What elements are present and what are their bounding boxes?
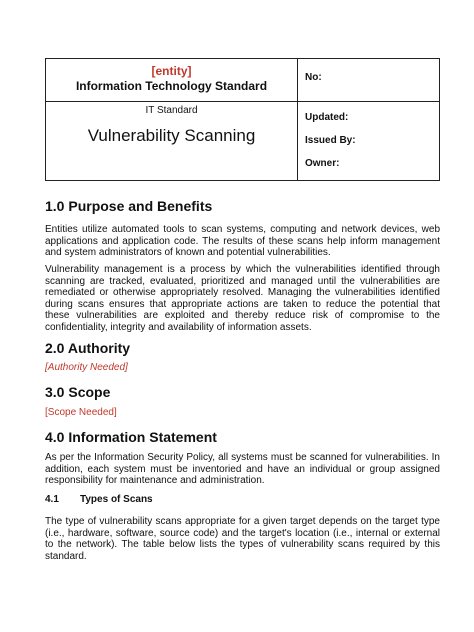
- document-title: Vulnerability Scanning: [87, 126, 256, 145]
- section-2-heading: 2.0 Authority: [45, 340, 131, 356]
- owner-label: Owner:: [305, 158, 340, 169]
- document-header-table: [45, 58, 440, 181]
- org-title: Information Technology Standard: [75, 79, 268, 93]
- subsection-title: Types of Scans: [80, 494, 153, 505]
- subsection-4-1-heading: [45, 494, 153, 505]
- subsection-4-1-paragraph: The type of vulnerability scans appropriate for a given target depends on the target type (i.e., hardware, software, source code) and the target's location (i.e., internal or external to the network). The table below lists the types of vulnerability scans required by this standard.: [45, 516, 440, 562]
- section-1-heading: 1.0 Purpose and Benefits: [45, 198, 213, 214]
- subsection-number: 4.1: [45, 494, 59, 505]
- scope-placeholder: [Scope Needed]: [45, 407, 117, 418]
- issued-by-label: Issued By:: [305, 135, 356, 146]
- section-1-paragraph-2: Vulnerability management is a process by which the vulnerabilities identified through scanning are tracked, evaluated, prioritized and managed until the vulnerabilities are remediated or otherwise appropriately resolved. Managing the vulnerabilities identified during scans ensures that appropriate actions are taken to reduce the potential that these vulnerabilities are exploited and thereby reduce risk of compromise to the confidentiality, integrity and availability of information assets.: [45, 264, 440, 333]
- entity-placeholder: [entity]: [151, 64, 192, 78]
- section-4-paragraph-1: As per the Information Security Policy, all systems must be scanned for vulnerabilities. In addition, each system must be inventoried and have an individual or group assigned responsibility for maintenance and administration.: [45, 452, 440, 486]
- table-divider-vertical: [297, 59, 298, 180]
- section-4-heading: 4.0 Information Statement: [45, 429, 217, 445]
- it-standard-label: IT Standard: [145, 105, 198, 116]
- table-divider-right: [297, 101, 439, 102]
- no-label: No:: [305, 72, 322, 83]
- updated-label: Updated:: [305, 112, 349, 123]
- section-3-heading: 3.0 Scope: [45, 384, 111, 400]
- authority-placeholder: [Authority Needed]: [45, 362, 128, 373]
- section-1-paragraph-1: Entities utilize automated tools to scan systems, computing and network devices, web applications and application code. The results of these scans help inform management and system administrators of known and potential vulnerabilities.: [45, 224, 440, 258]
- table-divider-left: [46, 101, 297, 102]
